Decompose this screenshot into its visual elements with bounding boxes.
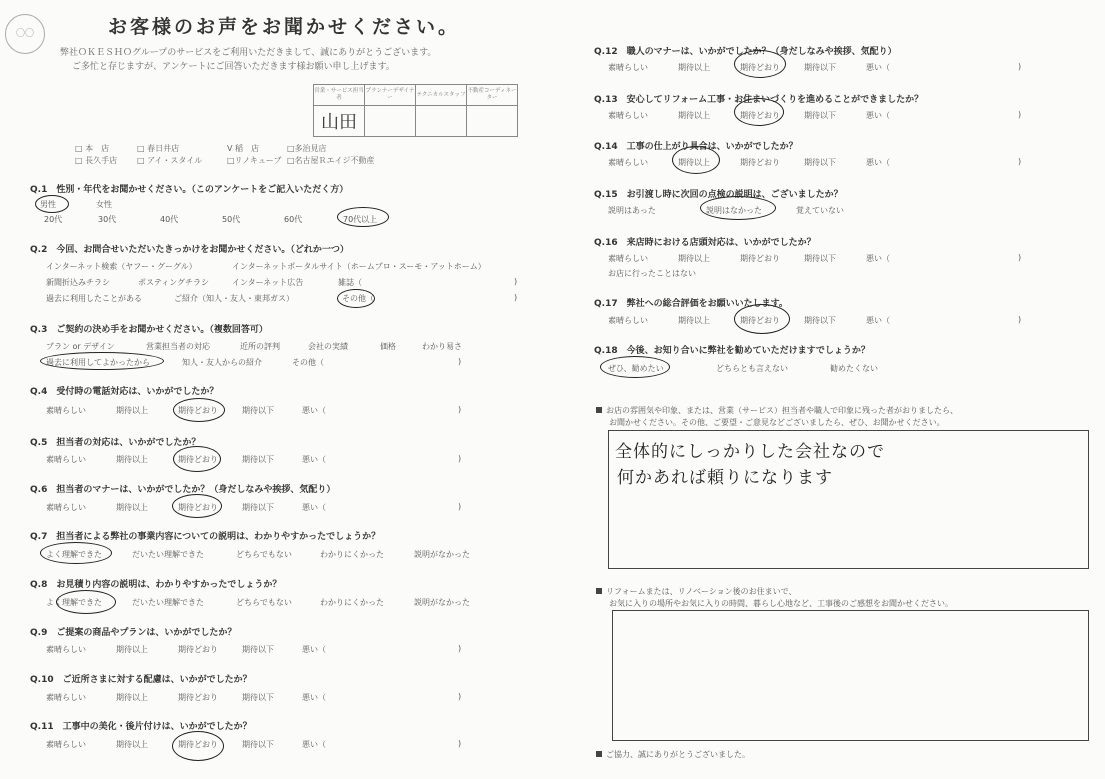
option[interactable]: 期待以下 — [242, 455, 274, 464]
paren-close: ) — [458, 739, 462, 748]
answer-circle — [700, 196, 776, 220]
option[interactable]: 素晴らしい — [46, 645, 86, 654]
option[interactable]: どちらでもない — [236, 598, 292, 607]
paren-close: ) — [514, 277, 518, 286]
answer-circle — [173, 446, 221, 472]
paren-close: ) — [458, 454, 462, 463]
option[interactable]: わかりにくかった — [320, 550, 384, 559]
option[interactable]: 期待以上 — [116, 406, 148, 415]
answer-circle — [35, 195, 69, 213]
answer-circle — [173, 398, 225, 422]
staff-table — [313, 84, 518, 137]
option[interactable]: 期待どおり — [740, 111, 780, 120]
option[interactable]: 期待以下 — [242, 645, 274, 654]
staff-cell-empty — [365, 106, 416, 137]
question-q2: Q.2 今回、お問合せいただいたきっかけをお聞かせください。（どれか一つ） — [30, 245, 349, 255]
intro-line-2: ご多忙と存じますが、アンケートにご回答いただきます様お願い申し上げます。 — [72, 62, 395, 72]
option[interactable]: 悪い（ — [302, 645, 326, 654]
question-q4: Q.4 受付時の電話対応は、いかがでしたか？ — [30, 387, 219, 397]
answer-circle — [337, 289, 375, 308]
comment-prompt-1-line-1: お店の雰囲気や印象、または、営業（サービス）担当者や職人で印象に残った者がおりましたら、 — [596, 405, 958, 416]
option[interactable]: 過去に利用したことがある — [46, 294, 142, 303]
option[interactable]: 悪い（ — [866, 111, 890, 120]
option[interactable]: 悪い（ — [866, 254, 890, 263]
option[interactable]: 説明はあった — [608, 206, 656, 215]
option[interactable]: 期待以下 — [242, 693, 274, 702]
option[interactable]: 期待どおり — [178, 503, 218, 512]
option[interactable]: 悪い（ — [302, 503, 326, 512]
paren-close: ) — [458, 357, 462, 366]
staff-header: 営業・サービス担当者 — [314, 85, 365, 106]
option[interactable]: 期待どおり — [178, 693, 218, 702]
question-q5: Q.5 担当者の対応は、いかがでしたか？ — [30, 438, 201, 448]
store-option[interactable]: □多治見店 — [287, 144, 327, 153]
paren-close: ) — [1018, 157, 1022, 166]
answer-circle — [734, 304, 790, 334]
option[interactable]: 期待どおり — [178, 455, 218, 464]
comment-prompt-2-line-1: リフォームまたは、リノベーション後のお住まいで、 — [596, 586, 796, 597]
answer-circle — [172, 494, 222, 518]
question-q13: Q.13 安心してリフォーム工事・お住まいづくりを進めることができましたか？ — [594, 95, 924, 105]
option[interactable]: 期待以下 — [804, 158, 836, 167]
option[interactable]: 近所の評判 — [240, 342, 280, 351]
option[interactable]: 素晴らしい — [46, 693, 86, 702]
option-age[interactable]: 50代 — [222, 215, 241, 224]
option-age[interactable]: 20代 — [44, 215, 63, 224]
paren-close: ) — [1018, 110, 1022, 119]
option[interactable]: 営業担当者の対応 — [146, 342, 210, 351]
option[interactable]: インターネットポータルサイト（ホームプロ・スーモ・アットホーム） — [232, 262, 486, 271]
comment-prompt-2-line-2: お気に入りの場所やお気に入りの時間、暮らし心地など、工事後のご感想をお聞かせください。 — [609, 599, 953, 608]
option[interactable]: 期待どおり — [740, 316, 780, 325]
comment-prompt-1-line-2: お聞かせください。その他、ご要望・ご意見などございましたら、ぜひ、お聞かせください。 — [609, 418, 945, 427]
store-option[interactable]: □名古屋Ｒエイジ不動産 — [287, 156, 375, 165]
option[interactable]: 素晴らしい — [46, 455, 86, 464]
option[interactable]: プラン or デザイン — [46, 342, 115, 351]
option[interactable]: ポスティングチラシ — [138, 278, 210, 287]
paren-close: ) — [1018, 315, 1022, 324]
question-q16: Q.16 来店時における店頭対応は、いかがでしたか？ — [594, 238, 816, 248]
option[interactable]: 雑誌（ — [338, 278, 362, 287]
option[interactable]: 知人・友人からの紹介 — [182, 358, 262, 367]
company-logo: 〇〇 — [5, 14, 45, 54]
option[interactable]: 勧めたくない — [830, 364, 878, 373]
option[interactable]: わかりにくかった — [320, 598, 384, 607]
answer-circle — [337, 207, 389, 227]
option[interactable]: 期待以上 — [678, 111, 710, 120]
option[interactable]: 素晴らしい — [608, 316, 648, 325]
option[interactable]: どちらでもない — [236, 550, 292, 559]
store-option[interactable]: □ 本 店 — [75, 144, 110, 153]
answer-circle — [40, 352, 164, 370]
option[interactable]: 期待以下 — [242, 503, 274, 512]
option[interactable]: 悪い（ — [866, 316, 890, 325]
handwritten-comment-line-1: 全体的にしっかりした会社なので — [615, 442, 885, 462]
option[interactable]: だいたい理解できた — [132, 598, 204, 607]
paren-close: ) — [458, 502, 462, 511]
option-female[interactable]: 女性 — [96, 200, 112, 209]
option[interactable]: 期待どおり — [178, 406, 218, 415]
paren-close: ) — [458, 692, 462, 701]
option[interactable]: 期待以上 — [116, 503, 148, 512]
answer-circle — [734, 50, 786, 78]
answer-circle — [56, 590, 116, 614]
option[interactable]: 悪い（ — [866, 63, 890, 72]
option[interactable]: インターネット検索（ヤフー・グーグル） — [46, 262, 197, 271]
handwritten-comment-line-2: 何かあれば頼りになります — [617, 468, 833, 488]
option[interactable]: 期待以下 — [242, 406, 274, 415]
staff-header: プランナーデザイナー — [365, 85, 416, 106]
option[interactable]: 悪い（ — [302, 693, 326, 702]
staff-header: テクニカルスタッフ — [416, 85, 467, 106]
option[interactable]: だいたい理解できた — [132, 550, 204, 559]
option[interactable]: 悪い（ — [866, 158, 890, 167]
option[interactable]: よく理解できた — [46, 550, 102, 559]
option[interactable]: 過去に利用してよかったから — [46, 358, 150, 367]
answer-circle — [734, 98, 784, 126]
option[interactable]: 素晴らしい — [608, 63, 648, 72]
option[interactable]: 素晴らしい — [608, 254, 648, 263]
option[interactable]: 素晴らしい — [608, 111, 648, 120]
option[interactable]: 説明はなかった — [706, 206, 762, 215]
question-q17: Q.17 弊社への総合評価をお願いいたします。 — [594, 299, 788, 309]
staff-cell-empty — [416, 106, 467, 137]
option[interactable]: 期待以上 — [116, 740, 148, 749]
option[interactable]: 悪い（ — [302, 406, 326, 415]
question-q10: Q.10 ご近所さまに対する配慮は、いかがでしたか？ — [30, 675, 252, 685]
footer-thanks: ご協力、誠にありがとうございました。 — [596, 749, 750, 760]
option-age[interactable]: 70代以上 — [343, 215, 378, 224]
store-option[interactable]: □ 春日井店 — [137, 144, 180, 153]
staff-header: 不動産コーディネーター — [467, 85, 518, 106]
paren-close: ) — [458, 405, 462, 414]
store-option-checked[interactable]: V 稲 店 — [227, 144, 260, 153]
answer-circle — [600, 356, 670, 378]
option[interactable]: 素晴らしい — [608, 158, 648, 167]
paren-close: ) — [1018, 62, 1022, 71]
option[interactable]: お店に行ったことはない — [608, 269, 696, 278]
question-q12: Q.12 職人のマナーは、いかがでしたか？（身だしなみや挨拶、気配り） — [594, 47, 897, 57]
store-option[interactable]: □ 長久手店 — [75, 156, 118, 165]
question-q15: Q.15 お引渡し時に次回の点検の説明は、ございましたか？ — [594, 190, 843, 200]
question-q11: Q.11 工事中の美化・後片付けは、いかがでしたか？ — [30, 722, 252, 732]
option[interactable]: 覚えていない — [796, 206, 844, 215]
handwritten-staff-name: 山田 — [321, 112, 357, 133]
option[interactable]: 説明がなかった — [414, 550, 470, 559]
option[interactable]: よく理解できた — [46, 598, 102, 607]
option[interactable]: 期待以上 — [116, 455, 148, 464]
question-q8: Q.8 お見積り内容の説明は、わかりやすかったでしょうか？ — [30, 580, 282, 590]
question-q6: Q.6 担当者のマナーは、いかがでしたか？（身だしなみや挨拶、気配り） — [30, 485, 336, 495]
answer-circle — [172, 731, 224, 761]
option[interactable]: ご紹介（知人・友人・東邦ガス） — [174, 294, 294, 303]
answer-circle — [40, 542, 112, 564]
option[interactable]: 期待以下 — [804, 254, 836, 263]
question-q3: Q.3 ご契約の決め手をお聞かせください。（複数回答可） — [30, 325, 268, 335]
option[interactable]: 期待以上 — [678, 316, 710, 325]
option[interactable]: 新聞折込みチラシ — [46, 278, 110, 287]
survey-title: お客様のお声をお聞かせください。 — [108, 16, 461, 38]
store-option[interactable]: □リノキューブ — [227, 156, 282, 165]
option-age[interactable]: 30代 — [98, 215, 117, 224]
option[interactable]: その他（ — [342, 294, 374, 303]
option[interactable]: 説明がなかった — [414, 598, 470, 607]
option[interactable]: 期待以下 — [804, 111, 836, 120]
option[interactable]: 素晴らしい — [46, 503, 86, 512]
option[interactable]: 期待以下 — [242, 740, 274, 749]
option[interactable]: 期待どおり — [178, 645, 218, 654]
answer-circle — [672, 146, 720, 174]
store-option[interactable]: □ アイ・スタイル — [137, 156, 203, 165]
option[interactable]: 悪い（ — [302, 740, 326, 749]
option[interactable]: 期待以上 — [116, 693, 148, 702]
option-male[interactable]: 男性 — [40, 200, 56, 209]
option[interactable]: 悪い（ — [302, 455, 326, 464]
question-q1: Q.1 性別・年代をお聞かせください。（このアンケートをご記入いただく方） — [30, 185, 349, 195]
option[interactable]: 期待どおり — [178, 740, 218, 749]
paren-close: ) — [458, 644, 462, 653]
question-q14: Q.14 工事の仕上がり具合は、いかがでしたか？ — [594, 142, 798, 152]
question-q18: Q.18 今後、お知り合いに弊社を勧めていただけますでしょうか？ — [594, 346, 870, 356]
option[interactable]: 期待以下 — [804, 316, 836, 325]
option[interactable]: わかり易さ — [422, 342, 462, 351]
staff-cell-empty — [467, 106, 518, 137]
option-age[interactable]: 40代 — [160, 215, 179, 224]
comment-box-2[interactable] — [612, 610, 1089, 741]
option[interactable]: 期待どおり — [740, 63, 780, 72]
option[interactable]: 素晴らしい — [46, 406, 86, 415]
option[interactable]: 期待以上 — [678, 158, 710, 167]
option[interactable]: ぜひ、勧めたい — [608, 364, 664, 373]
option[interactable]: その他（ — [292, 358, 324, 367]
option[interactable]: 会社の実績 — [308, 342, 348, 351]
paren-close: ) — [1018, 253, 1022, 262]
option[interactable]: インターネット広告 — [232, 278, 304, 287]
comment-box-1[interactable] — [608, 430, 1089, 569]
option[interactable]: 期待以下 — [804, 63, 836, 72]
option[interactable]: 期待以上 — [116, 645, 148, 654]
option[interactable]: 期待以上 — [678, 254, 710, 263]
option-age[interactable]: 60代 — [284, 215, 303, 224]
option[interactable]: 期待以上 — [678, 63, 710, 72]
option[interactable]: 期待どおり — [740, 254, 780, 263]
question-q7: Q.7 担当者による弊社の事業内容についての説明は、わかりやすかったでしょうか？ — [30, 532, 381, 542]
intro-line-1: 弊社ＯＫＥＳＨＯグループのサービスをご利用いただきまして、誠にありがとうございます。 — [60, 48, 437, 58]
option[interactable]: 価格 — [380, 342, 396, 351]
option[interactable]: 期待どおり — [740, 158, 780, 167]
paren-close: ) — [514, 293, 518, 302]
question-q9: Q.9 ご提案の商品やプランは、いかがでしたか？ — [30, 628, 237, 638]
option[interactable]: どちらとも言えない — [716, 364, 788, 373]
option[interactable]: 素晴らしい — [46, 740, 86, 749]
